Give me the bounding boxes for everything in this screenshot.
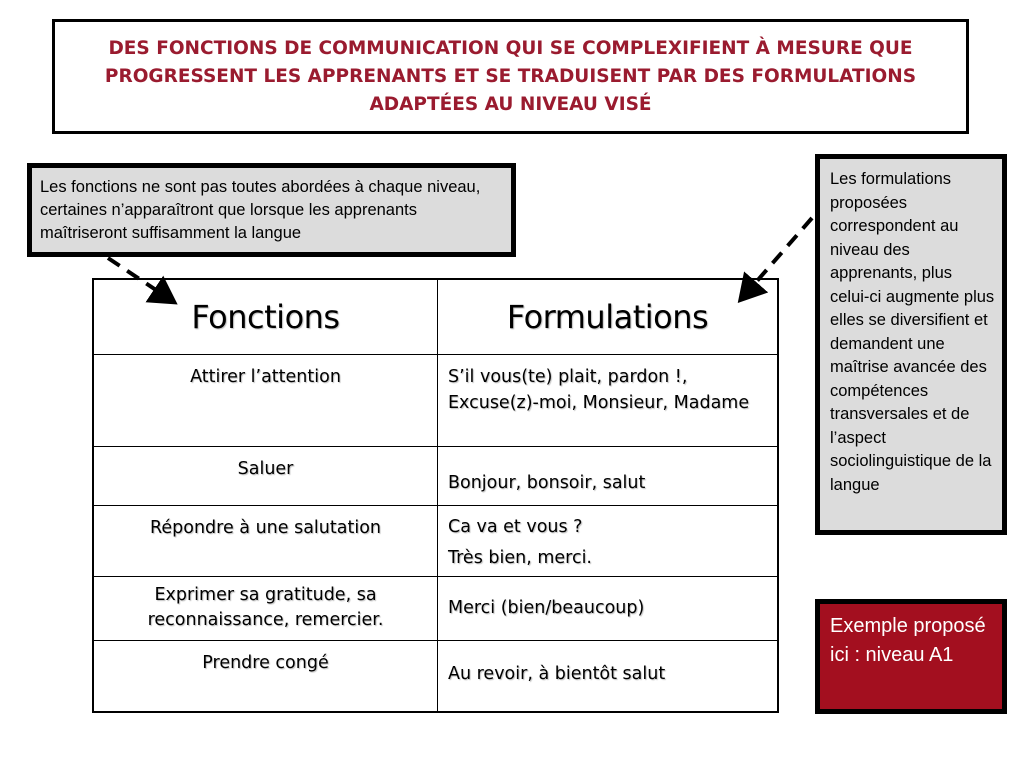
formulation-text: Très bien, merci. bbox=[448, 548, 592, 568]
table-header-row bbox=[93, 279, 778, 355]
formulation-cell bbox=[438, 355, 779, 447]
fonction-cell: Répondre à une salutation bbox=[93, 506, 438, 577]
table-row bbox=[93, 641, 778, 713]
slide-title: DES FONCTIONS DE COMMUNICATION QUI SE COMPLEXIFIENT À MESURE QUE PROGRESSENT LES APPRENANTS ET SE TRADUISENT PAR DES FORMULATIONS ADAPTÉES AU NIVEAU VISÉ bbox=[104, 37, 917, 115]
table-row bbox=[93, 447, 778, 506]
table-row bbox=[93, 506, 778, 577]
title-box bbox=[52, 19, 969, 134]
fonction-cell: Exprimer sa gratitude, sa reconnaissance, remercier. bbox=[93, 577, 438, 641]
formulation-cell bbox=[438, 641, 779, 713]
header-fonctions: Fonctions bbox=[93, 279, 438, 355]
header-formulations: Formulations bbox=[438, 279, 779, 355]
note-formulations: Les formulations proposées correspondent au niveau des apprenants, plus celui-ci augmente plus elles se diversifient et demandent une maîtrise avancée des compétences transversales et de l’aspect sociolinguistique de la langue bbox=[815, 154, 1007, 535]
formulation-text: Au revoir, à bientôt salut bbox=[448, 664, 666, 684]
formulation-text: Ca va et vous ? bbox=[448, 517, 583, 537]
formulation-cell bbox=[438, 577, 779, 641]
fonction-cell: Saluer bbox=[93, 447, 438, 506]
formulation-text: Merci (bien/beaucoup) bbox=[448, 598, 645, 618]
example-level-box: Exemple proposé ici : niveau A1 bbox=[815, 599, 1007, 714]
formulation-cell bbox=[438, 506, 779, 577]
note-fonctions: Les fonctions ne sont pas toutes abordées à chaque niveau, certaines n’apparaîtront que lorsque les apprenants maîtriseront suffisamment la langue bbox=[27, 163, 516, 257]
table-row bbox=[93, 577, 778, 641]
formulation-text: S’il vous(te) plait, pardon !, Excuse(z)-moi, Monsieur, Madame bbox=[448, 367, 750, 413]
table-row bbox=[93, 355, 778, 447]
formulation-text: Bonjour, bonsoir, salut bbox=[448, 473, 646, 493]
functions-table bbox=[92, 278, 779, 713]
fonction-cell: Prendre congé bbox=[93, 641, 438, 713]
fonction-cell: Attirer l’attention bbox=[93, 355, 438, 447]
formulation-cell bbox=[438, 447, 779, 506]
